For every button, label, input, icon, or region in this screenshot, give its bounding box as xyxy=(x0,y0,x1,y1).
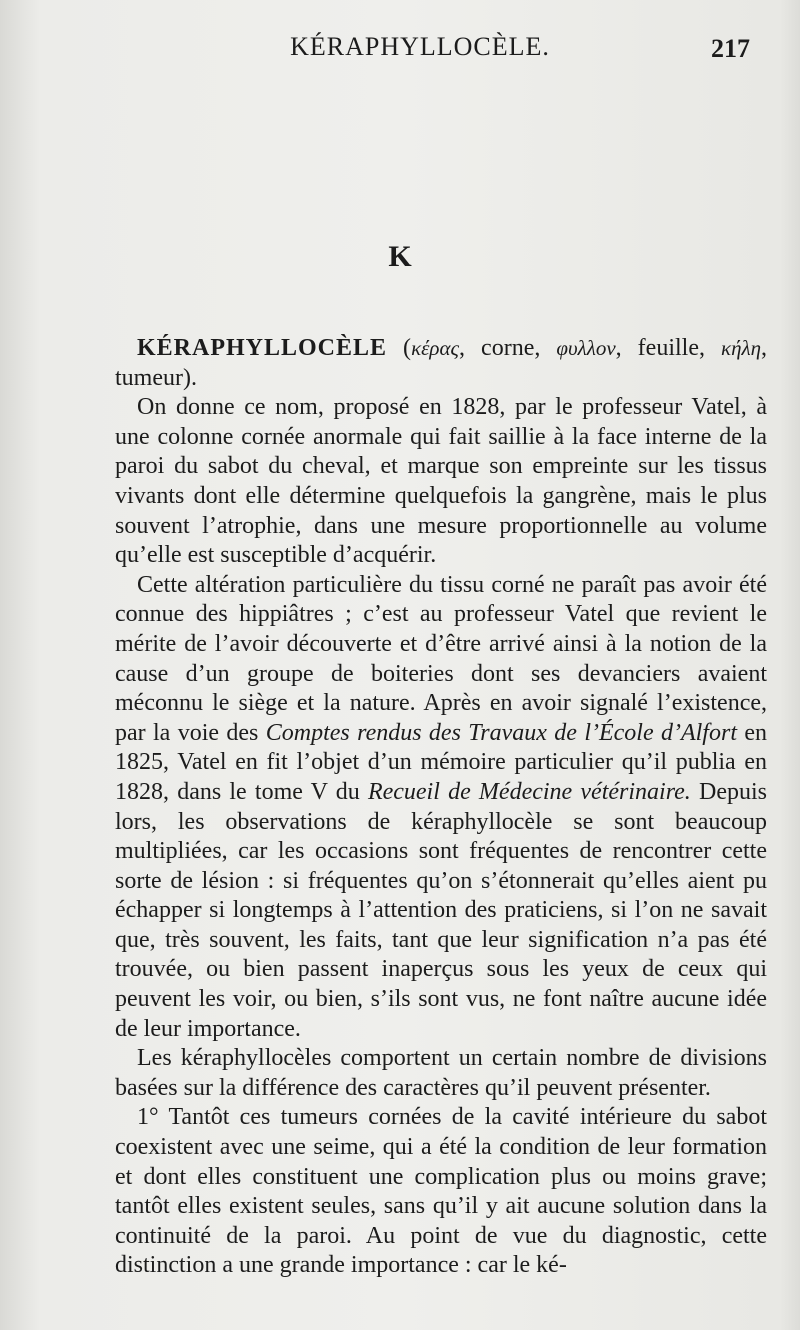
paragraph-2-part-b: en 1825, Vatel en fit l’objet d’un mémoire particulier qu’il publia en 1828, dans le tome V du xyxy=(115,719,768,805)
etymology-gloss-2: , feuille, xyxy=(615,335,721,361)
page-header xyxy=(80,30,760,66)
greek-word-1: κέρας xyxy=(411,336,460,360)
citation-recueil: Recueil de Médecine vétérinaire. xyxy=(367,778,691,805)
greek-word-3: κήλη xyxy=(720,336,761,360)
paragraph-3: Les kéraphyllocèles comportent un certain nombre de divisions basées sur la différence des caractères qu’il peuvent présenter. xyxy=(115,1045,767,1101)
body-text xyxy=(115,334,767,1281)
paragraph-1: On donne ce nom, proposé en 1828, par le professeur Vatel, à une colonne cornée anormale qui fait saillie à la face interne de la paroi du sabot du cheval, et marque son empreinte sur les tissus vivants dont elle détermine quelquefois la gangrène, mais le plus souvent l’atrophie, dans une mesure proportionnelle au volume qu’elle est susceptible d’acquérir. xyxy=(115,394,767,569)
page-number: 217 xyxy=(711,34,750,63)
section-letter: K xyxy=(388,240,412,273)
etymology-open: ( xyxy=(387,335,412,361)
entry-headword: KÉRAPHYLLOCÈLE xyxy=(137,335,388,361)
paragraph-2-part-a: Cette altération particulière du tissu corné ne paraît pas avoir été connue des hippiâtres ; c’est au professeur Vatel que revient le mérite de l’avoir découverte et d’être arrivé ainsi à la notion de la cause d’un groupe de boiteries dont ses devanciers avaient méconnu le siège et la nature. Après en avoir signalé l’existence, par la voie des xyxy=(115,571,767,746)
entry-heading-paragraph xyxy=(115,334,767,393)
paragraph-2-part-c: Depuis lors, les observations de kéraphyllocèle se sont beaucoup multipliées, car les occasions sont fréquentes de rencontrer cette sorte de lésion : si fréquentes qu’on s’étonnerait qu’elles aient pu échapper si longtemps à l’attention des praticiens, si l’on ne savait que, très souvent, les faits, tant que leur signification n’a pas été trouvée, ou bien passent inaperçus sous les yeux de ceux qui peuvent les voir, ou bien, s’ils sont vus, ne font naître aucune idée de leur importance. xyxy=(115,778,767,1042)
greek-word-2: φυλλον xyxy=(556,336,616,360)
paragraph-4: 1° Tantôt ces tumeurs cornées de la cavité intérieure du sabot coexistent avec une seime, qui a été la condition de leur formation et dont elles constituent une complication plus ou moins grave; tantôt elles existent seules, sans qu’il y ait aucune solution dans la continuité de la paroi. Au point de vue du diagnostic, cette distinction a une grande importance : car le ké- xyxy=(115,1104,767,1279)
etymology-gloss-1: , corne, xyxy=(459,335,557,361)
etymology-gloss-3: , tumeur). xyxy=(115,335,767,391)
citation-comptes-rendus: Comptes rendus des Travaux de l’École d’Alfort xyxy=(265,719,737,746)
running-title: KÉRAPHYLLOCÈLE. xyxy=(290,32,550,61)
paragraph-2 xyxy=(115,571,767,1045)
